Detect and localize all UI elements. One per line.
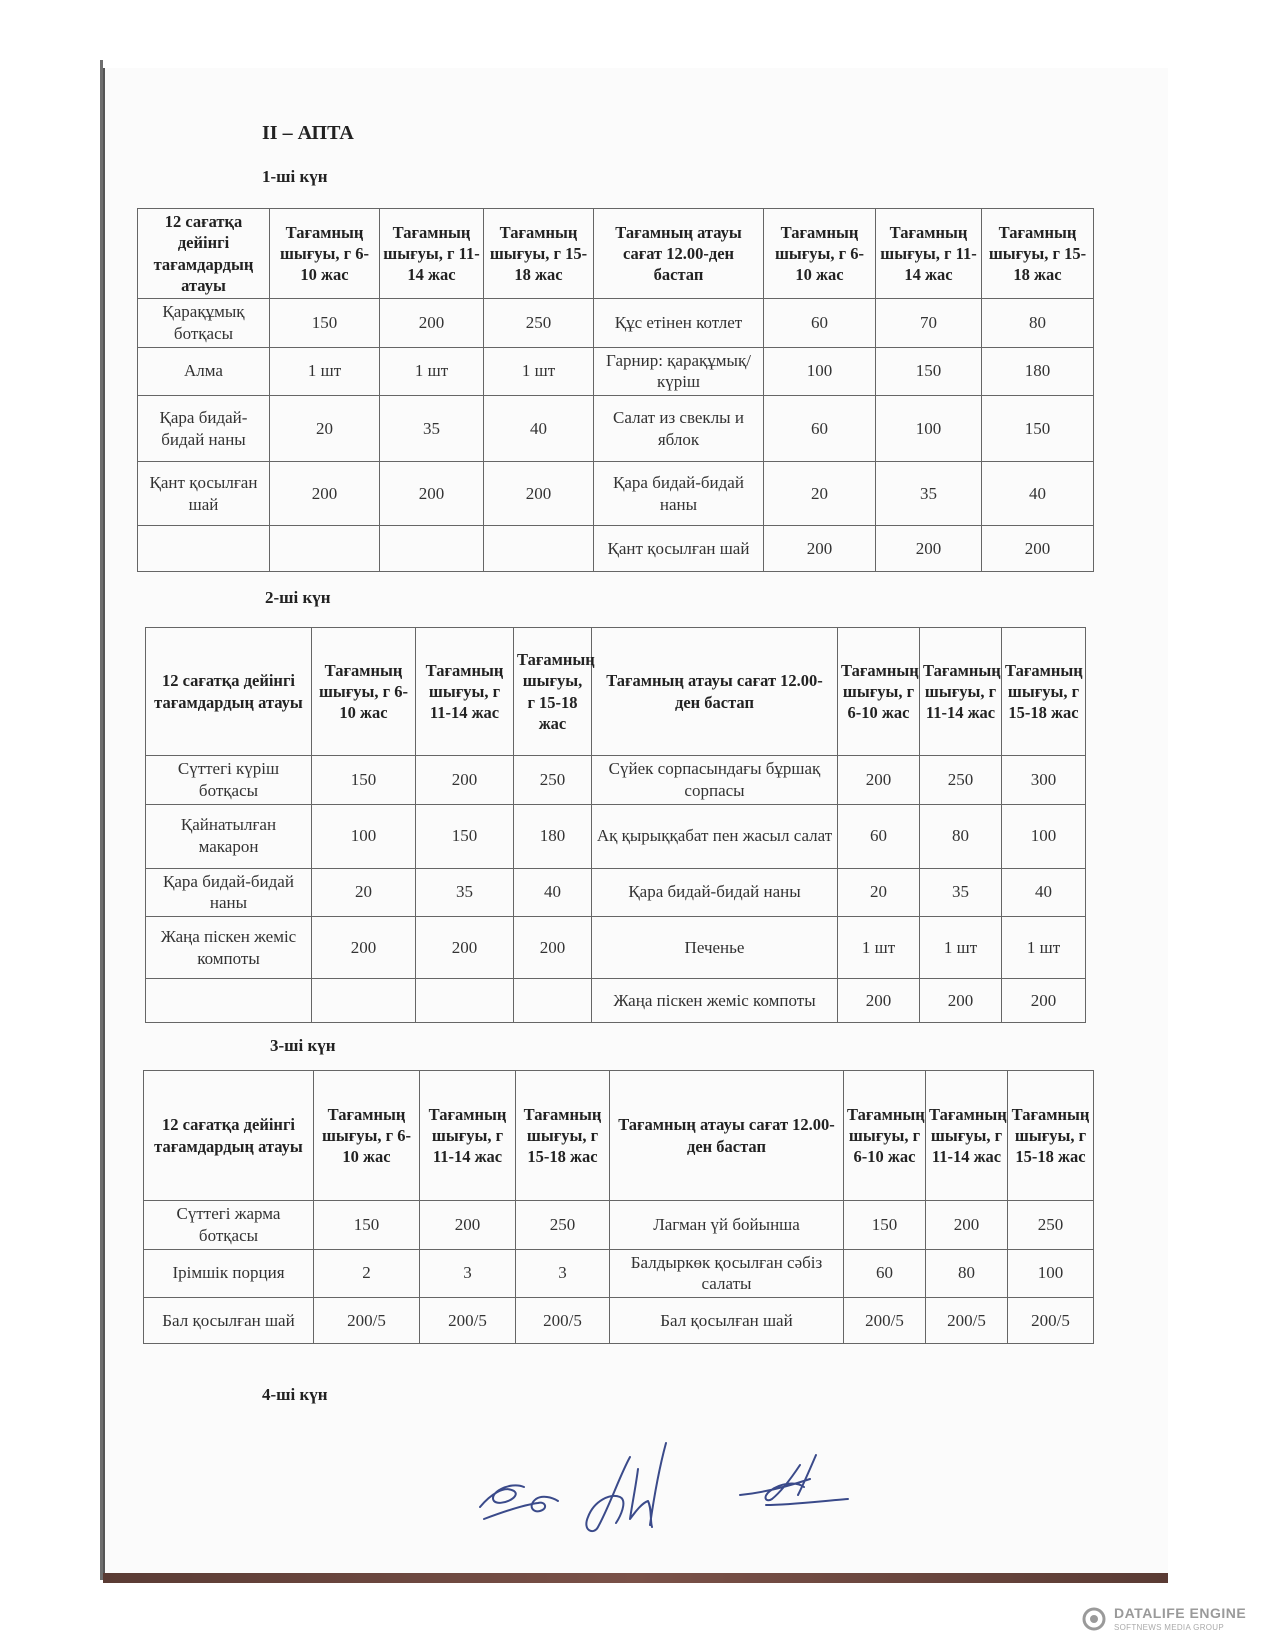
table-cell: 40: [514, 868, 592, 917]
table-cell: 80: [982, 299, 1094, 348]
table-cell: Құс етінен котлет: [594, 299, 764, 348]
table-cell: Қара бидай-бидай наны: [592, 868, 838, 917]
table-cell: [514, 979, 592, 1023]
table-header-row: [138, 209, 1094, 299]
table-cell: 70: [876, 299, 982, 348]
header-cell: Тағамның шығуы, г 15-18 жас: [516, 1071, 610, 1201]
table-cell: 180: [982, 347, 1094, 396]
header-cell: Тағамның шығуы, г 15-18 жас: [484, 209, 594, 299]
table-cell: 1 шт: [1002, 917, 1086, 979]
table-cell: 1 шт: [838, 917, 920, 979]
table-cell: [270, 526, 380, 572]
table-cell: 3: [516, 1249, 610, 1298]
table-cell: Қант қосылған шай: [138, 462, 270, 526]
table-cell: 2: [314, 1249, 420, 1298]
table-cell: 1 шт: [484, 347, 594, 396]
header-cell: Тағамның атауы сағат 12.00-ден бастап: [594, 209, 764, 299]
datalife-logo-icon: [1082, 1607, 1106, 1631]
table-cell: 60: [764, 396, 876, 462]
table-cell: 200/5: [926, 1298, 1008, 1344]
table-row: [138, 462, 1094, 526]
table-cell: 200: [920, 979, 1002, 1023]
table-cell: 200: [416, 756, 514, 805]
table-cell: Балдыркөк қосылған сәбіз салаты: [610, 1249, 844, 1298]
header-cell: Тағамның шығуы, г 6-10 жас: [838, 628, 920, 756]
header-cell: Тағамның шығуы, г 15-18 жас: [982, 209, 1094, 299]
day-title-1: 1-ші күн: [262, 167, 328, 186]
week-title: II – АПТА: [262, 122, 354, 144]
table-cell: 100: [876, 396, 982, 462]
table-cell: 200: [420, 1201, 516, 1250]
table-cell: 1 шт: [270, 347, 380, 396]
table-cell: 35: [876, 462, 982, 526]
table-cell: 150: [876, 347, 982, 396]
table-cell: Қант қосылған шай: [594, 526, 764, 572]
table-cell: 20: [764, 462, 876, 526]
table-cell: [380, 526, 484, 572]
table-cell: 200: [838, 979, 920, 1023]
table-cell: Қара бидай-бидай наны: [594, 462, 764, 526]
table-row: [146, 804, 1086, 868]
table-cell: 1 шт: [380, 347, 484, 396]
table-cell: 250: [514, 756, 592, 805]
table-cell: 200: [982, 526, 1094, 572]
table-cell: 100: [312, 804, 416, 868]
table-row: [146, 917, 1086, 979]
table-header-row: [144, 1071, 1094, 1201]
watermark: [1080, 1605, 1270, 1639]
table-cell: [416, 979, 514, 1023]
table-cell: 300: [1002, 756, 1086, 805]
watermark-sub-text: SOFTNEWS MEDIA GROUP: [1114, 1623, 1225, 1632]
table-row: [138, 347, 1094, 396]
header-cell: Тағамның шығуы, г 11-14 жас: [920, 628, 1002, 756]
table-cell: Қара бидай-бидай наны: [138, 396, 270, 462]
table-cell: 150: [982, 396, 1094, 462]
table-cell: Ірімшік порция: [144, 1249, 314, 1298]
table-cell: 100: [764, 347, 876, 396]
background-edge: [0, 60, 105, 1580]
table-cell: 20: [838, 868, 920, 917]
watermark-main-text: DATALIFE ENGINE: [1114, 1605, 1247, 1621]
header-cell: 12 сағатқа дейінгі тағамдардың атауы: [138, 209, 270, 299]
table-cell: Печенье: [592, 917, 838, 979]
table-cell: 40: [1002, 868, 1086, 917]
day-title-4: 4-ші күн: [262, 1385, 328, 1404]
header-cell: Тағамның атауы сағат 12.00-ден бастап: [592, 628, 838, 756]
table-cell: Қайнатылған макарон: [146, 804, 312, 868]
table-cell: Ақ қырыққабат пен жасыл салат: [592, 804, 838, 868]
signatures: [470, 1435, 910, 1545]
table-cell: 200/5: [516, 1298, 610, 1344]
header-cell: Тағамның шығуы, г 15-18 жас: [1002, 628, 1086, 756]
table-cell: 200: [380, 299, 484, 348]
header-cell: Тағамның атауы сағат 12.00-ден бастап: [610, 1071, 844, 1201]
table-cell: 20: [312, 868, 416, 917]
table-cell: 35: [416, 868, 514, 917]
table-cell: 200: [514, 917, 592, 979]
table-cell: [484, 526, 594, 572]
day-title-2: 2-ші күн: [265, 588, 331, 607]
menu-table-day-1: [137, 208, 1094, 572]
table-cell: 60: [764, 299, 876, 348]
header-cell: Тағамның шығуы, г 11-14 жас: [876, 209, 982, 299]
table-cell: 60: [844, 1249, 926, 1298]
table-cell: 1 шт: [920, 917, 1002, 979]
table-row: [144, 1201, 1094, 1250]
table-cell: 150: [416, 804, 514, 868]
header-cell: Тағамның шығуы, г 15-18 жас: [514, 628, 592, 756]
table-cell: 100: [1002, 804, 1086, 868]
table-cell: [146, 979, 312, 1023]
table-cell: [138, 526, 270, 572]
header-cell: Тағамның шығуы, г 6-10 жас: [764, 209, 876, 299]
table-cell: 250: [516, 1201, 610, 1250]
menu-table-day-3: [143, 1070, 1094, 1344]
table-cell: 200: [484, 462, 594, 526]
table-cell: 200: [312, 917, 416, 979]
table-cell: Алма: [138, 347, 270, 396]
table-row: [144, 1298, 1094, 1344]
header-cell: Тағамның шығуы, г 15-18 жас: [1008, 1071, 1094, 1201]
table-cell: 200: [876, 526, 982, 572]
table-cell: 150: [270, 299, 380, 348]
header-cell: 12 сағатқа дейінгі тағамдардың атауы: [144, 1071, 314, 1201]
table-cell: 35: [920, 868, 1002, 917]
table-cell: Гарнир: қарақұмық/күріш: [594, 347, 764, 396]
table-cell: Сүттегі жарма ботқасы: [144, 1201, 314, 1250]
table-cell: 200: [380, 462, 484, 526]
table-cell: Сүттегі күріш ботқасы: [146, 756, 312, 805]
table-row: [138, 396, 1094, 462]
table-cell: 200/5: [1008, 1298, 1094, 1344]
header-cell: Тағамның шығуы, г 6-10 жас: [844, 1071, 926, 1201]
table-cell: Жаңа піскен жеміс компоты: [146, 917, 312, 979]
table-cell: 200: [270, 462, 380, 526]
table-cell: 250: [920, 756, 1002, 805]
day-title-3: 3-ші күн: [270, 1036, 336, 1055]
table-cell: 200/5: [844, 1298, 926, 1344]
table-cell: 200: [764, 526, 876, 572]
header-cell: Тағамның шығуы, г 11-14 жас: [416, 628, 514, 756]
table-cell: 150: [312, 756, 416, 805]
signature-1: [480, 1485, 558, 1519]
table-cell: 80: [926, 1249, 1008, 1298]
table-cell: 250: [1008, 1201, 1094, 1250]
header-cell: Тағамның шығуы, г 11-14 жас: [420, 1071, 516, 1201]
table-cell: Бал қосылған шай: [144, 1298, 314, 1344]
table-cell: Сүйек сорпасындағы бұршақ сорпасы: [592, 756, 838, 805]
table-row: [138, 526, 1094, 572]
header-cell: Тағамның шығуы, г 6-10 жас: [312, 628, 416, 756]
signature-2: [586, 1443, 666, 1531]
header-cell: Тағамның шығуы, г 6-10 жас: [314, 1071, 420, 1201]
table-row: [138, 299, 1094, 348]
table-cell: 180: [514, 804, 592, 868]
table-cell: Қарақұмық ботқасы: [138, 299, 270, 348]
table-cell: 150: [314, 1201, 420, 1250]
table-cell: 100: [1008, 1249, 1094, 1298]
table-surface-strip: [103, 1573, 1168, 1583]
table-cell: 40: [982, 462, 1094, 526]
table-cell: 200/5: [420, 1298, 516, 1344]
table-row: [146, 979, 1086, 1023]
table-cell: 250: [484, 299, 594, 348]
table-cell: 200: [1002, 979, 1086, 1023]
table-cell: Жаңа піскен жеміс компоты: [592, 979, 838, 1023]
table-row: [146, 868, 1086, 917]
header-cell: Тағамның шығуы, г 11-14 жас: [926, 1071, 1008, 1201]
table-row: [144, 1249, 1094, 1298]
table-cell: 200/5: [314, 1298, 420, 1344]
signature-3: [740, 1455, 848, 1505]
table-cell: [312, 979, 416, 1023]
table-row: [146, 756, 1086, 805]
header-cell: Тағамның шығуы, г 6-10 жас: [270, 209, 380, 299]
table-cell: 35: [380, 396, 484, 462]
table-cell: 200: [838, 756, 920, 805]
header-cell: 12 сағатқа дейінгі тағамдардың атауы: [146, 628, 312, 756]
table-cell: 80: [920, 804, 1002, 868]
table-cell: 40: [484, 396, 594, 462]
table-cell: 150: [844, 1201, 926, 1250]
table-cell: 200: [926, 1201, 1008, 1250]
table-header-row: [146, 628, 1086, 756]
table-cell: Лагман үй бойынша: [610, 1201, 844, 1250]
table-cell: 200: [416, 917, 514, 979]
header-cell: Тағамның шығуы, г 11-14 жас: [380, 209, 484, 299]
table-cell: Қара бидай-бидай наны: [146, 868, 312, 917]
table-cell: 20: [270, 396, 380, 462]
menu-table-day-2: [145, 627, 1086, 1023]
table-cell: Салат из свеклы и яблок: [594, 396, 764, 462]
table-cell: Бал қосылған шай: [610, 1298, 844, 1344]
table-cell: 3: [420, 1249, 516, 1298]
table-cell: 60: [838, 804, 920, 868]
